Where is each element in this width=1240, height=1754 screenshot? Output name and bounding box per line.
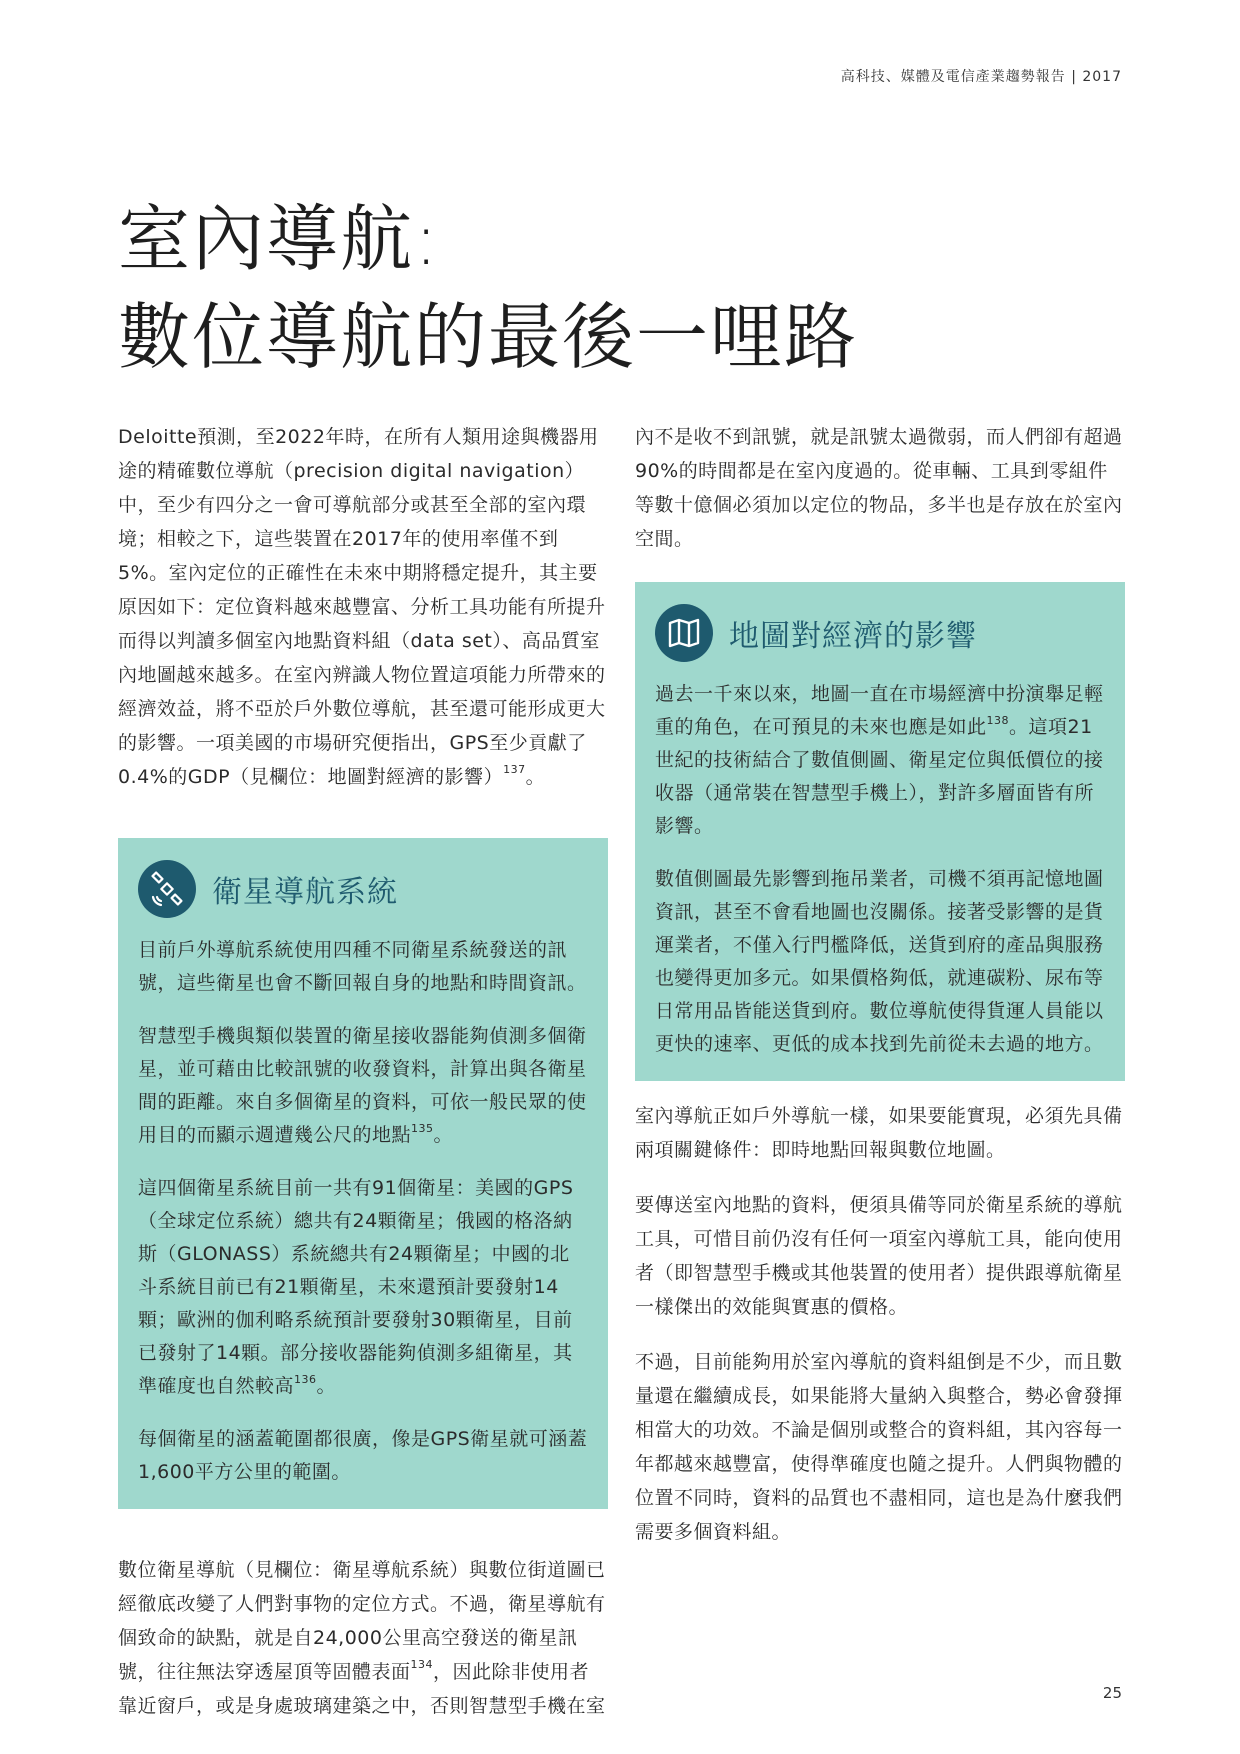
satellite-sidebar <box>118 838 608 1509</box>
sidebar-header <box>138 860 588 918</box>
running-header: 高科技、媒體及電信產業趨勢報告 | 2017 <box>840 69 1122 85</box>
sidebar-paragraph: 目前戶外導航系統使用四種不同衛星系統發送的訊號，這些衛星也會不斷回報自身的地點和時間資訊。 <box>138 939 587 994</box>
footnote-ref[interactable]: 136 <box>294 1373 317 1386</box>
body-paragraph: 室內導航正如戶外導航一樣，如果要能實現，必須先具備兩項關鍵條件：即時地點回報與數位地圖。 <box>635 1105 1123 1161</box>
satellite-icon <box>138 860 196 918</box>
closing-paragraph: 數位衛星導航（見欄位：衛星導航系統）與數位街道圖已經徹底改變了人們對事物的定位方式。不過，衛星導航有個致命的缺點，就是自24,000公里高空發送的衛星訊號，往往無法穿透屋頂等固體表面$^{134}$，因此除非使用者靠近窗戶，或是身處玻璃建築之中，否則智慧型手機在室 <box>118 1559 606 1717</box>
continued-paragraph: 內不是收不到訊號，就是訊號太過微弱，而人們卻有超過90%的時間都是在室內度過的。從車輛、工具到零組件等數十億個必須加以定位的物品，多半也是存放在於室內空間。 <box>635 426 1123 550</box>
title-line-1: 室內導航: <box>118 197 441 281</box>
sidebar-title: 衛星導航系統 <box>212 875 398 910</box>
footnote-ref[interactable]: 138 <box>986 714 1010 727</box>
sidebar-paragraph: 數值側圖最先影響到拖吊業者，司機不須再記憶地圖資訊，甚至不會看地圖也沒關係。接著受影響的是貨運業者，不僅入行門檻降低，送貨到府的產品與服務也變得更加多元。如果價格夠低，就連碳粉、尿布等日常用品皆能送貨到府。數位導航使得貨運人員能以更快的速率、更低的成本找到先前從未去過的地方。 <box>655 868 1104 1055</box>
sidebar-title: 地圖對經濟的影響 <box>729 619 977 654</box>
economy-sidebar <box>635 582 1125 1081</box>
intro-paragraph: Deloitte預測，至2022年時，在所有人類用途與機器用途的精確數位導航（precision digital navigation）中，至少有四分之一會可導航部分或甚至全部的室內環境；相較之下，這些裝置在2017年的使用率僅不到5%。室內定位的正確性在未來中期將穩定提升，其主要原因如下：定位資料越來越豐富、分析工具功能有所提升而得以判讀多個室內地點資料組（data set）、高品質室內地圖越來越多。在室內辨識人物位置這項能力所帶來的經濟效益，將不亞於戶外數位導航，甚至還可能形成更大的影響。一項美國的市場研究便指出，GPS至少貢獻了0.4%的GDP（見欄位：地圖對經濟的影響）$^{137}$。 <box>118 426 606 788</box>
footnote-ref[interactable]: 137 <box>503 763 526 776</box>
sidebar-paragraph: 智慧型手機與類似裝置的衛星接收器能夠偵測多個衛星，並可藉由比較訊號的收發資料，計算出與各衛星間的距離。來自多個衛星的資料，可依一般民眾的使用目的而顯示週遭幾公尺的地點$^{135}$。 <box>138 1025 587 1146</box>
map-icon <box>655 604 713 662</box>
sidebar-paragraph: 這四個衛星系統目前一共有91個衛星：美國的GPS（全球定位系統）總共有24顆衛星；俄國的格洛納斯（GLONASS）系統總共有24顆衛星；中國的北斗系統目前已有21顆衛星，未來還預計要發射14顆；歐洲的伽利略系統預計要發射30顆衛星，目前已發射了14顆。部分接收器能夠偵測多組衛星，其準確度也自然較高$^{136}$。 <box>138 1177 574 1397</box>
right-column <box>635 420 1125 1549</box>
body-paragraph: 要傳送室內地點的資料，便須具備等同於衛星系統的導航工具，可惜目前仍沒有任何一項室內導航工具，能向使用者（即智慧型手機或其他裝置的使用者）提供跟導航衛星一樣傑出的效能與實惠的價格。 <box>635 1194 1123 1318</box>
sidebar-paragraph: 過去一千來以來，地圖一直在市場經濟中扮演舉足輕重的角色，在可預見的未來也應是如此$^{138}$。這項21世紀的技術結合了數值側圖、衛星定位與低價位的接收器（通常裝在智慧型手機上），對許多層面皆有所影響。 <box>655 683 1104 837</box>
footnote-ref[interactable]: 134 <box>410 1658 434 1671</box>
footnote-ref[interactable]: 135 <box>411 1122 434 1135</box>
page-number: 25 <box>1102 1684 1122 1702</box>
title-line-2: 數位導航的最後一哩路 <box>118 295 859 379</box>
body-paragraph: 不過，目前能夠用於室內導航的資料組倒是不少，而且數量還在繼續成長，如果能將大量納入與整合，勢必會發揮相當大的功效。不論是個別或整合的資料組，其內容每一年都越來越豐富，使得準確度也隨之提升。人們與物體的位置不同時，資料的品質也不盡相同，這也是為什麼我們需要多個資料組。 <box>635 1351 1123 1543</box>
left-column <box>118 420 608 1723</box>
sidebar-paragraph: 每個衛星的涵蓋範圍都很廣，像是GPS衛星就可涵蓋1,600平方公里的範圍。 <box>138 1428 588 1483</box>
page-title <box>118 190 1118 386</box>
sidebar-header <box>655 604 1105 662</box>
